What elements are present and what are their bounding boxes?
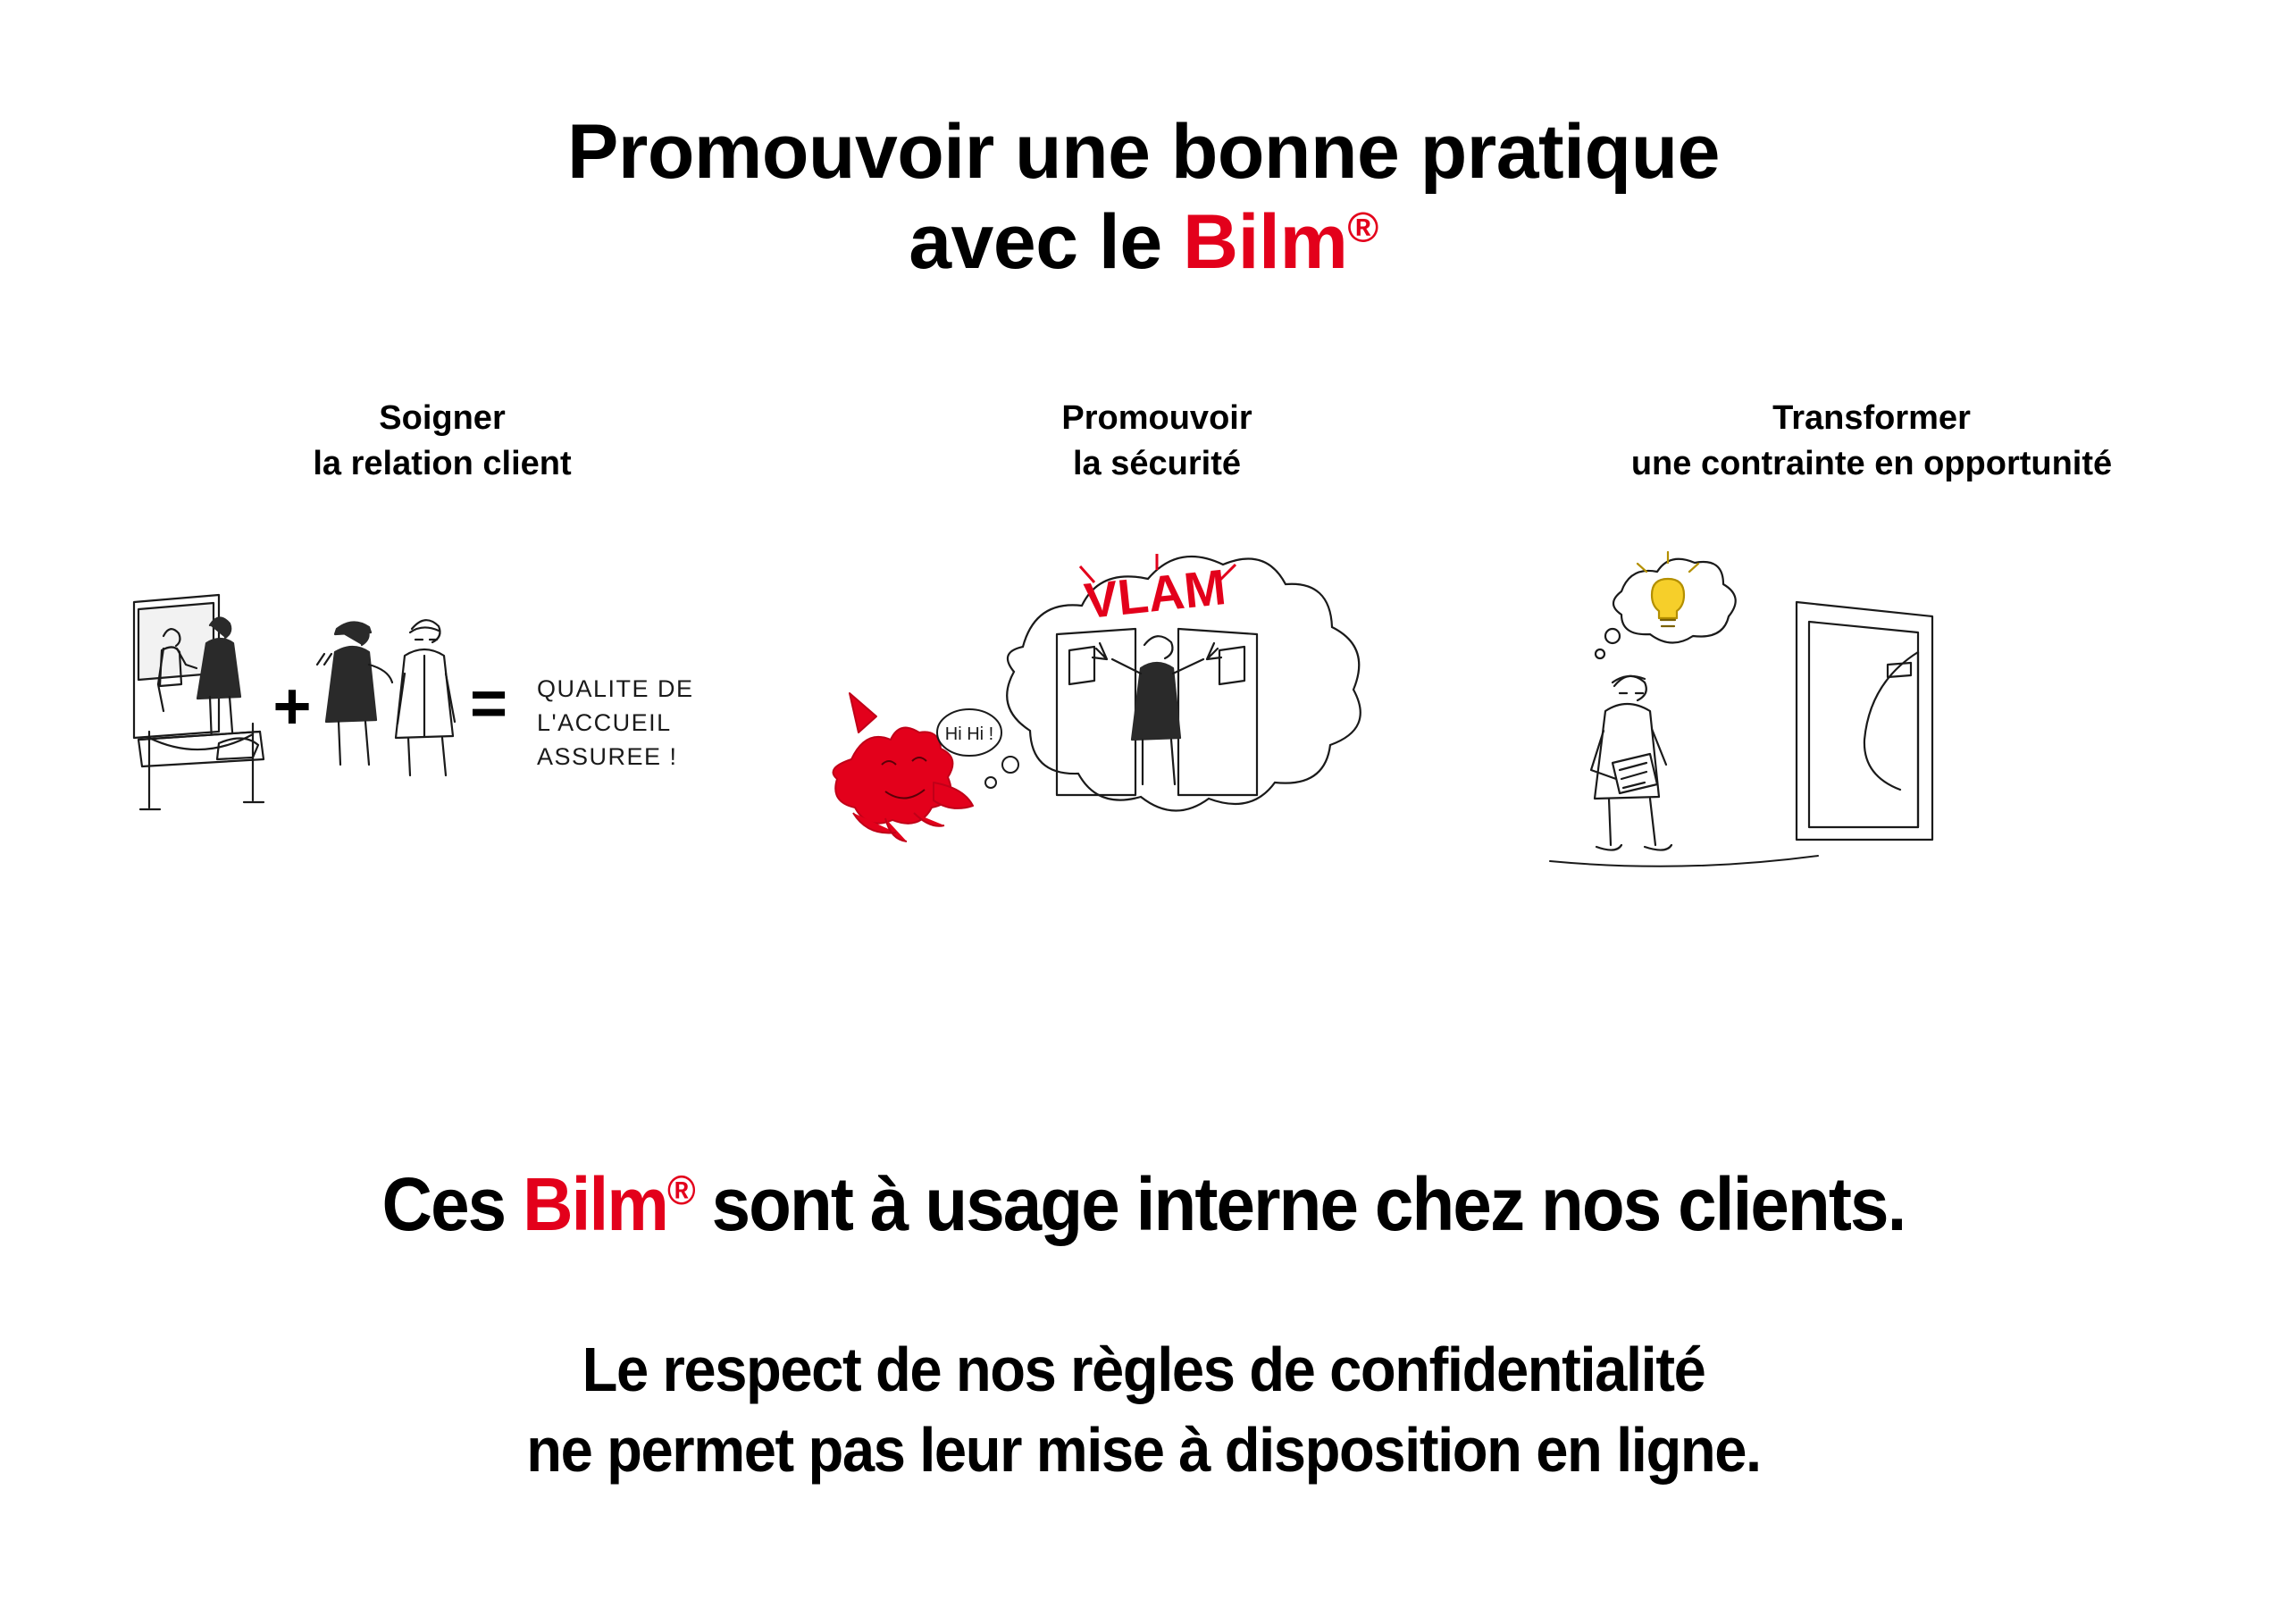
sketch-note-line-2: L'ACCUEIL — [537, 708, 672, 736]
column-2-caption-line-1: Promouvoir — [1061, 398, 1252, 437]
page-title — [0, 0, 2287, 289]
column-securite — [800, 396, 1514, 897]
sketch-securite — [800, 540, 1514, 897]
statement-suffix: sont à usage interne chez nos clients. — [693, 1162, 1906, 1246]
column-opportunite — [1514, 396, 2229, 897]
confidentiality-note — [80, 1330, 2207, 1490]
sketch-opportunite — [1514, 540, 2229, 897]
column-1-caption-line-1: Soigner — [379, 398, 506, 437]
column-3-caption — [1631, 396, 2112, 488]
illustration-columns — [0, 289, 2287, 897]
equals-sign-icon — [470, 668, 507, 740]
sketch-equals-label: = — [469, 667, 508, 740]
sketch-relation-client — [85, 540, 800, 897]
title-line-2 — [0, 197, 2287, 288]
sketch-laugh-label: Hi Hi ! — [944, 724, 994, 744]
column-3-caption-line-2: une contrainte en opportunité — [1630, 445, 2113, 483]
registered-mark-icon: ® — [1347, 204, 1378, 252]
sketch-note-line-3: ASSUREE ! — [537, 742, 678, 770]
column-1-caption-line-2: la relation client — [313, 445, 572, 483]
internal-use-statement — [80, 1161, 2207, 1248]
sketch-plus-label: + — [272, 668, 312, 743]
statement-registered-mark-icon: ® — [666, 1167, 694, 1213]
confidentiality-note-line-1: Le respect de nos règles de confidentialité — [582, 1335, 1705, 1404]
title-line-1: Promouvoir une bonne pratique — [567, 109, 1720, 195]
sketch-note-line-1: QUALITE DE — [537, 674, 694, 702]
column-1-caption — [313, 396, 571, 488]
title-line-2-prefix: avec le — [909, 199, 1184, 286]
statement-brand-name: Bilm — [523, 1162, 667, 1246]
sketch-impact-label: VLAM — [1081, 557, 1229, 629]
plus-sign-icon — [272, 669, 311, 743]
statement-prefix: Ces — [381, 1162, 524, 1246]
column-3-caption-line-1: Transformer — [1772, 398, 1971, 437]
column-2-caption-line-2: la sécurité — [1073, 445, 1241, 483]
brand-name: Bilm — [1183, 199, 1348, 286]
column-2-caption — [1061, 396, 1252, 488]
bottom-statements — [0, 1161, 2287, 1490]
confidentiality-note-line-2: ne permet pas leur mise à disposition en ligne. — [526, 1414, 1761, 1485]
column-relation-client — [85, 396, 800, 897]
